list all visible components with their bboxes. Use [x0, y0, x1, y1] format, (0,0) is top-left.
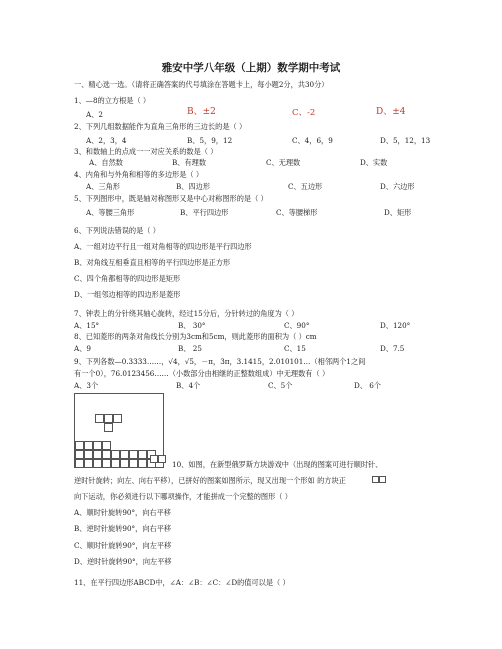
q1-option-b: B、±2: [187, 107, 216, 117]
q4-option-d: D、六边形: [380, 182, 415, 191]
q3-option-b: B、有理数: [172, 158, 207, 167]
q8-option-b: B、 25: [178, 344, 202, 353]
q5-option-a: A、等腰三角形: [86, 208, 135, 217]
q10-option-d: D、逆时针旋转90°，向左平移: [74, 557, 172, 566]
q9-stem-line2: 有一个0），76.0123456……（小数部分由相继的正整数组成）中无理数有（ ）: [74, 369, 330, 378]
q7-option-c: C、90°: [284, 321, 310, 330]
q6-option-c: C、四个角都相等的四边形是矩形: [74, 274, 181, 283]
section-heading: 一、精心选一选。（请将正确答案的代号填涂在答题卡上，每小题2分，共30分）: [74, 80, 329, 89]
q6-option-d: D、一组邻边相等的四边形是菱形: [74, 290, 181, 299]
q9-option-c: C、5个: [268, 381, 293, 390]
q7-option-b: B、 30°: [178, 321, 206, 330]
q10-stem-line1: 10、如图，在新型俄罗斯方块游戏中（出现的图案可进行顺时针、: [172, 460, 383, 469]
q8-stem: 8、已知菱形的两条对角线长分别为3cm和5cm，则此菱形的面积为（ ）cm: [74, 332, 317, 341]
q7-option-d: D、120°: [380, 321, 411, 330]
q3-option-d: D、实数: [360, 158, 388, 167]
q1-stem: 1、—8的立方根是（ ）: [74, 96, 151, 105]
q6-stem: 6、下列说法错误的是（ ）: [74, 226, 160, 235]
q8-option-a: A、9: [74, 344, 91, 353]
q6-option-b: B、对角线互相垂直且相等的平行四边形是正方形: [74, 258, 231, 267]
q7-stem: 7、钟表上的分针绕其轴心旋转，经过15分后，分针转过的角度为（ ）: [74, 309, 299, 318]
q9-option-d: D、 6个: [354, 381, 381, 390]
q10-stem-line2: 逆时针旋转；向左、向右平移），已拼好的图案如图所示，现又出现一个形如 的方块正: [74, 476, 346, 485]
q10-option-b: B、逆时针旋转90°，向右平移: [74, 524, 172, 533]
q7-option-a: A、15°: [74, 321, 100, 330]
tetris-piece-inline: [372, 474, 392, 486]
exam-title: 雅安中学八年级（上期）数学期中考试: [161, 62, 341, 74]
q9-option-a: A、3个: [74, 381, 99, 390]
q4-option-a: A、三角形: [86, 182, 120, 191]
q2-option-b: B、5，9，12: [187, 136, 233, 145]
tetris-piece-small: [150, 452, 170, 464]
q4-stem: 4、内角和与外角和相等的多边形是（ ）: [74, 170, 204, 179]
q2-option-a: A、2，3，4: [86, 136, 127, 145]
q11-stem: 11、在平行四边形ABCD中，∠A：∠B：∠C：∠D的值可以是（ ）: [74, 578, 290, 587]
q9-stem-line1: 9、下列各数—0.3333……，√4，√5，－π，3π，3.1415，2.010101…（相邻两个1之间: [74, 357, 366, 366]
q2-option-c: C、4，6，9: [292, 136, 333, 145]
q4-option-c: C、五边形: [288, 182, 323, 191]
q8-option-c: C、15: [284, 344, 306, 353]
q8-option-d: D、7.5: [380, 344, 405, 353]
q6-option-a: A、一组对边平行且一组对角相等的四边形是平行四边形: [74, 242, 252, 251]
q3-option-c: C、无理数: [266, 158, 301, 167]
q10-option-c: C、顺时针旋转90°，向左平移: [74, 541, 172, 550]
q2-stem: 2、下列几组数据能作为直角三角形的三边长的是（ ）: [74, 122, 247, 131]
q9-option-b: B、4个: [176, 381, 201, 390]
q5-option-d: D、矩形: [384, 208, 412, 217]
q5-stem: 5、下列图形中，既是轴对称图形又是中心对称图形的是（ ）: [74, 194, 268, 203]
q1-option-a: A、2: [86, 110, 103, 119]
q3-option-a: A、自然数: [89, 158, 123, 167]
q5-option-c: C、等腰梯形: [276, 208, 318, 217]
q4-option-b: B、四边形: [176, 182, 211, 191]
q2-option-d: D、5，12，13: [380, 136, 431, 145]
q10-option-a: A、顺时针旋转90°，向右平移: [74, 508, 171, 517]
q5-option-b: B、平行四边形: [180, 208, 229, 217]
q10-stem-line3: 向下运动，你必须进行以下哪项操作，才能拼成一个完整的图形（ ）: [74, 492, 292, 501]
q1-option-c: C、-2: [292, 108, 316, 118]
q3-stem: 3、和数轴上的点成一一对应关系的数是（ ）: [74, 147, 218, 156]
q1-option-d: D、±4: [376, 107, 406, 117]
